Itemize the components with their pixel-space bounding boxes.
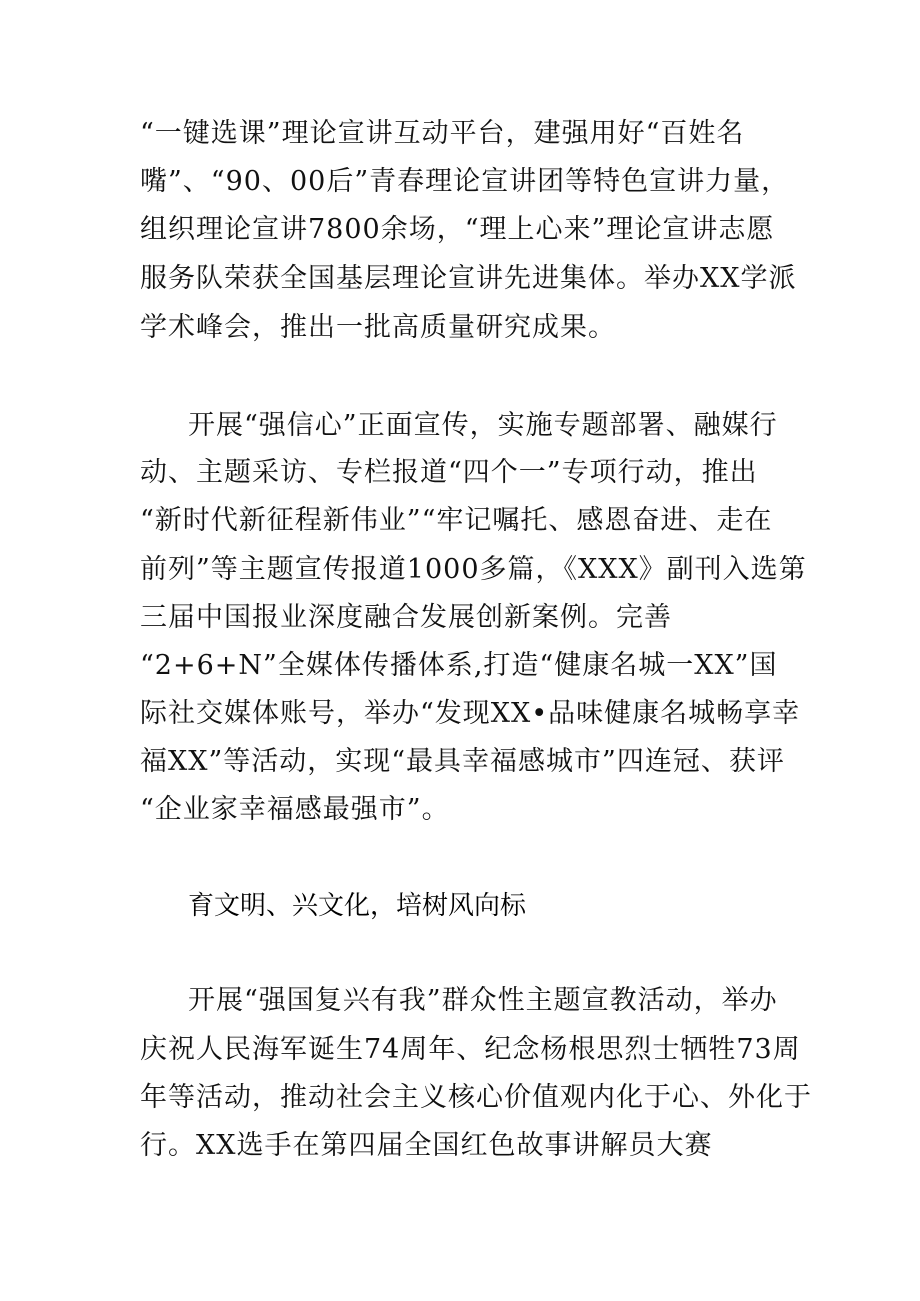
paragraph-line: 学术峰会，推出一批高质量研究成果。 (140, 312, 616, 343)
paragraph-line: 三届中国报业深度融合发展创新案例。完善 (140, 602, 672, 633)
paragraph-line: 动、主题采访、专栏报道“四个一”专项行动，推出 (140, 457, 758, 488)
paragraph-line: 开展“强国复兴有我”群众性主题宣教活动，举办 (188, 985, 778, 1016)
paragraph-line: “新时代新征程新伟业”“牢记嘱托、感恩奋进、走在 (140, 505, 773, 536)
paragraph-line: “一键选课”理论宣讲互动平台，建强用好“百姓名 (140, 118, 745, 149)
paragraph-line: 际社交媒体账号，举办“发现XX•品味健康名城畅享幸 (140, 698, 801, 729)
paragraph-line: 服务队荣获全国基层理论宣讲先进集体。举办XX学派 (140, 263, 797, 294)
section-heading: 育文明、兴文化，培树风向标 (188, 891, 527, 921)
paragraph-line: “2+6+N”全媒体传播体系,打造“健康名城一XX”国 (140, 650, 778, 681)
paragraph-line: 开展“强信心”正面宣传，实施专题部署、融媒行 (188, 410, 778, 441)
paragraph-line: 年等活动，推动社会主义核心价值观内化于心、外化于 (140, 1082, 812, 1113)
paragraph-line: 组织理论宣讲7800余场，“理上心来”理论宣讲志愿 (140, 214, 775, 245)
paragraph-line: “企业家幸福感最强市”。 (140, 794, 450, 825)
paragraph-line: 福XX”等活动，实现“最具幸福感城市”四连冠、获评 (140, 746, 785, 777)
paragraph-line: 行。XX选手在第四届全国红色故事讲解员大赛 (140, 1130, 713, 1161)
paragraph-line: 嘴”、“90、00后”青春理论宣讲团等特色宣讲力量， (140, 166, 790, 197)
paragraph-line: 前列”等主题宣传报道1000多篇，《XXX》副刊入选第 (140, 554, 807, 585)
paragraph-line: 庆祝人民海军诞生74周年、纪念杨根思烈士牺牲73周 (140, 1034, 801, 1065)
